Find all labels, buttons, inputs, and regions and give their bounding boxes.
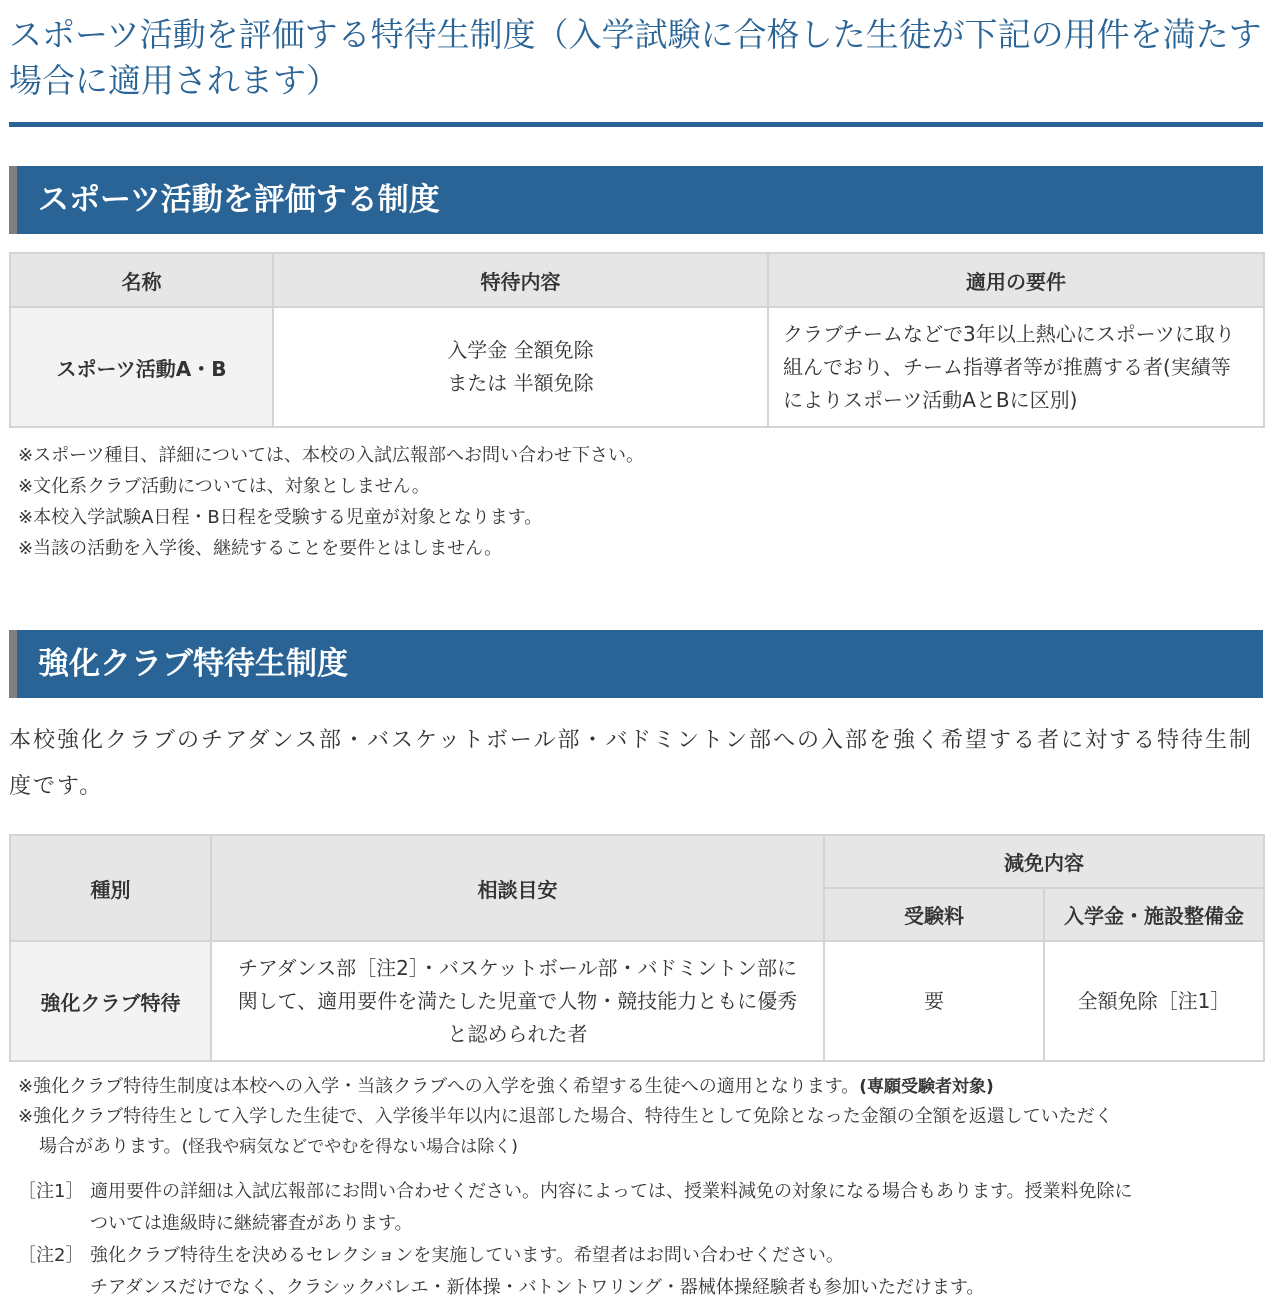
table-row [10, 307, 1264, 427]
table-header-row [10, 253, 1264, 307]
club-intro: 本校強化クラブのチアダンス部・バスケットボール部・バドミントン部への入部を強く希望する者に対する特待生制度です。 [9, 728, 1254, 799]
row-benefit [273, 307, 768, 427]
club-notes [9, 1072, 1263, 1162]
section-heading-club: 強化クラブ特待生制度 [9, 630, 1263, 698]
footnotes [9, 1176, 1263, 1304]
benefit-line-2: または 半額免除 [447, 371, 594, 395]
header-guideline: 相談目安 [211, 835, 824, 941]
row-guideline: チアダンス部［注2］・バスケットボール部・バドミントン部に関して、適用要件を満たした児童で人物・競技能力ともに優秀と認められた者 [211, 941, 824, 1061]
page-title: スポーツ活動を評価する特待生制度（入学試験に合格した生徒が下記の用件を満たす場合に適用されます） [9, 0, 1263, 127]
footnote-1-body [90, 1176, 1263, 1240]
header-name: 名称 [10, 253, 273, 307]
note-item-continued [9, 1132, 1263, 1162]
header-reduction: 減免内容 [824, 835, 1264, 888]
note-item [9, 1072, 1263, 1102]
benefit-line-1: 入学金 全額免除 [447, 338, 594, 362]
section-heading-sports: スポーツ活動を評価する制度 [9, 166, 1263, 234]
note-1-text: ※強化クラブ特待生制度は本校への入学・当該クラブへの入学を強く希望する生徒への適用となります。 [18, 1076, 860, 1097]
row-exam-fee: 要 [824, 941, 1044, 1061]
table-row [10, 941, 1264, 1061]
page-content [9, 0, 1263, 1304]
header-admission-fee: 入学金・施設整備金 [1044, 888, 1264, 941]
note-item: ※文化系クラブ活動については、対象としません。 [18, 476, 430, 497]
note-item: ※強化クラブ特待生として入学した生徒で、入学後半年以内に退部した場合、特待生として免除となった金額の全額を返還していただく [18, 1106, 1113, 1127]
note-item: ※スポーツ種目、詳細については、本校の入試広報部へお問い合わせ下さい。 [18, 445, 644, 466]
table-header-row [10, 835, 1264, 888]
sports-notes [9, 440, 1263, 564]
footnote-1-tag: ［注1］ [18, 1181, 84, 1202]
note-item: ※当該の活動を入学後、継続することを要件とはしません。 [18, 538, 503, 559]
club-scholarship-table [9, 834, 1265, 1062]
sports-scholarship-table [9, 252, 1265, 428]
footnote-2 [9, 1240, 1263, 1304]
note-2-small: (怪我や病気などでやむを得ない場合は除く) [181, 1137, 518, 1157]
note-1-bold: (専願受験者対象) [859, 1077, 994, 1097]
footnote-2-tag: ［注2］ [18, 1245, 84, 1266]
header-benefit: 特待内容 [273, 253, 768, 307]
footnote-line: 強化クラブ特待生を決めるセレクションを実施しています。希望者はお問い合わせください。 [90, 1245, 844, 1266]
footnote-line: チアダンスだけでなく、クラシックバレエ・新体操・バトントワリング・器械体操経験者も参加いただけます。 [90, 1277, 985, 1298]
header-requirement: 適用の要件 [768, 253, 1264, 307]
header-exam-fee: 受験料 [824, 888, 1044, 941]
row-admission-fee: 全額免除［注1］ [1044, 941, 1264, 1061]
footnote-line: ついては進級時に継続審査があります。 [90, 1213, 413, 1234]
footnote-line: 適用要件の詳細は入試広報部にお問い合わせください。内容によっては、授業料減免の対象になる場合もあります。授業料免除に [90, 1181, 1133, 1202]
note-item: ※本校入学試験A日程・B日程を受験する児童が対象となります。 [18, 507, 543, 528]
row-requirement: クラブチームなどで3年以上熱心にスポーツに取り組んでおり、チーム指導者等が推薦する者(実績等によりスポーツ活動AとBに区別) [768, 307, 1264, 427]
footnote-2-body [90, 1240, 1263, 1304]
footnote-1 [9, 1176, 1263, 1240]
note-2-cont: 場合があります。 [39, 1136, 182, 1157]
row-type: 強化クラブ特待 [10, 941, 211, 1061]
row-name: スポーツ活動A・B [10, 307, 273, 427]
header-type: 種別 [10, 835, 211, 941]
